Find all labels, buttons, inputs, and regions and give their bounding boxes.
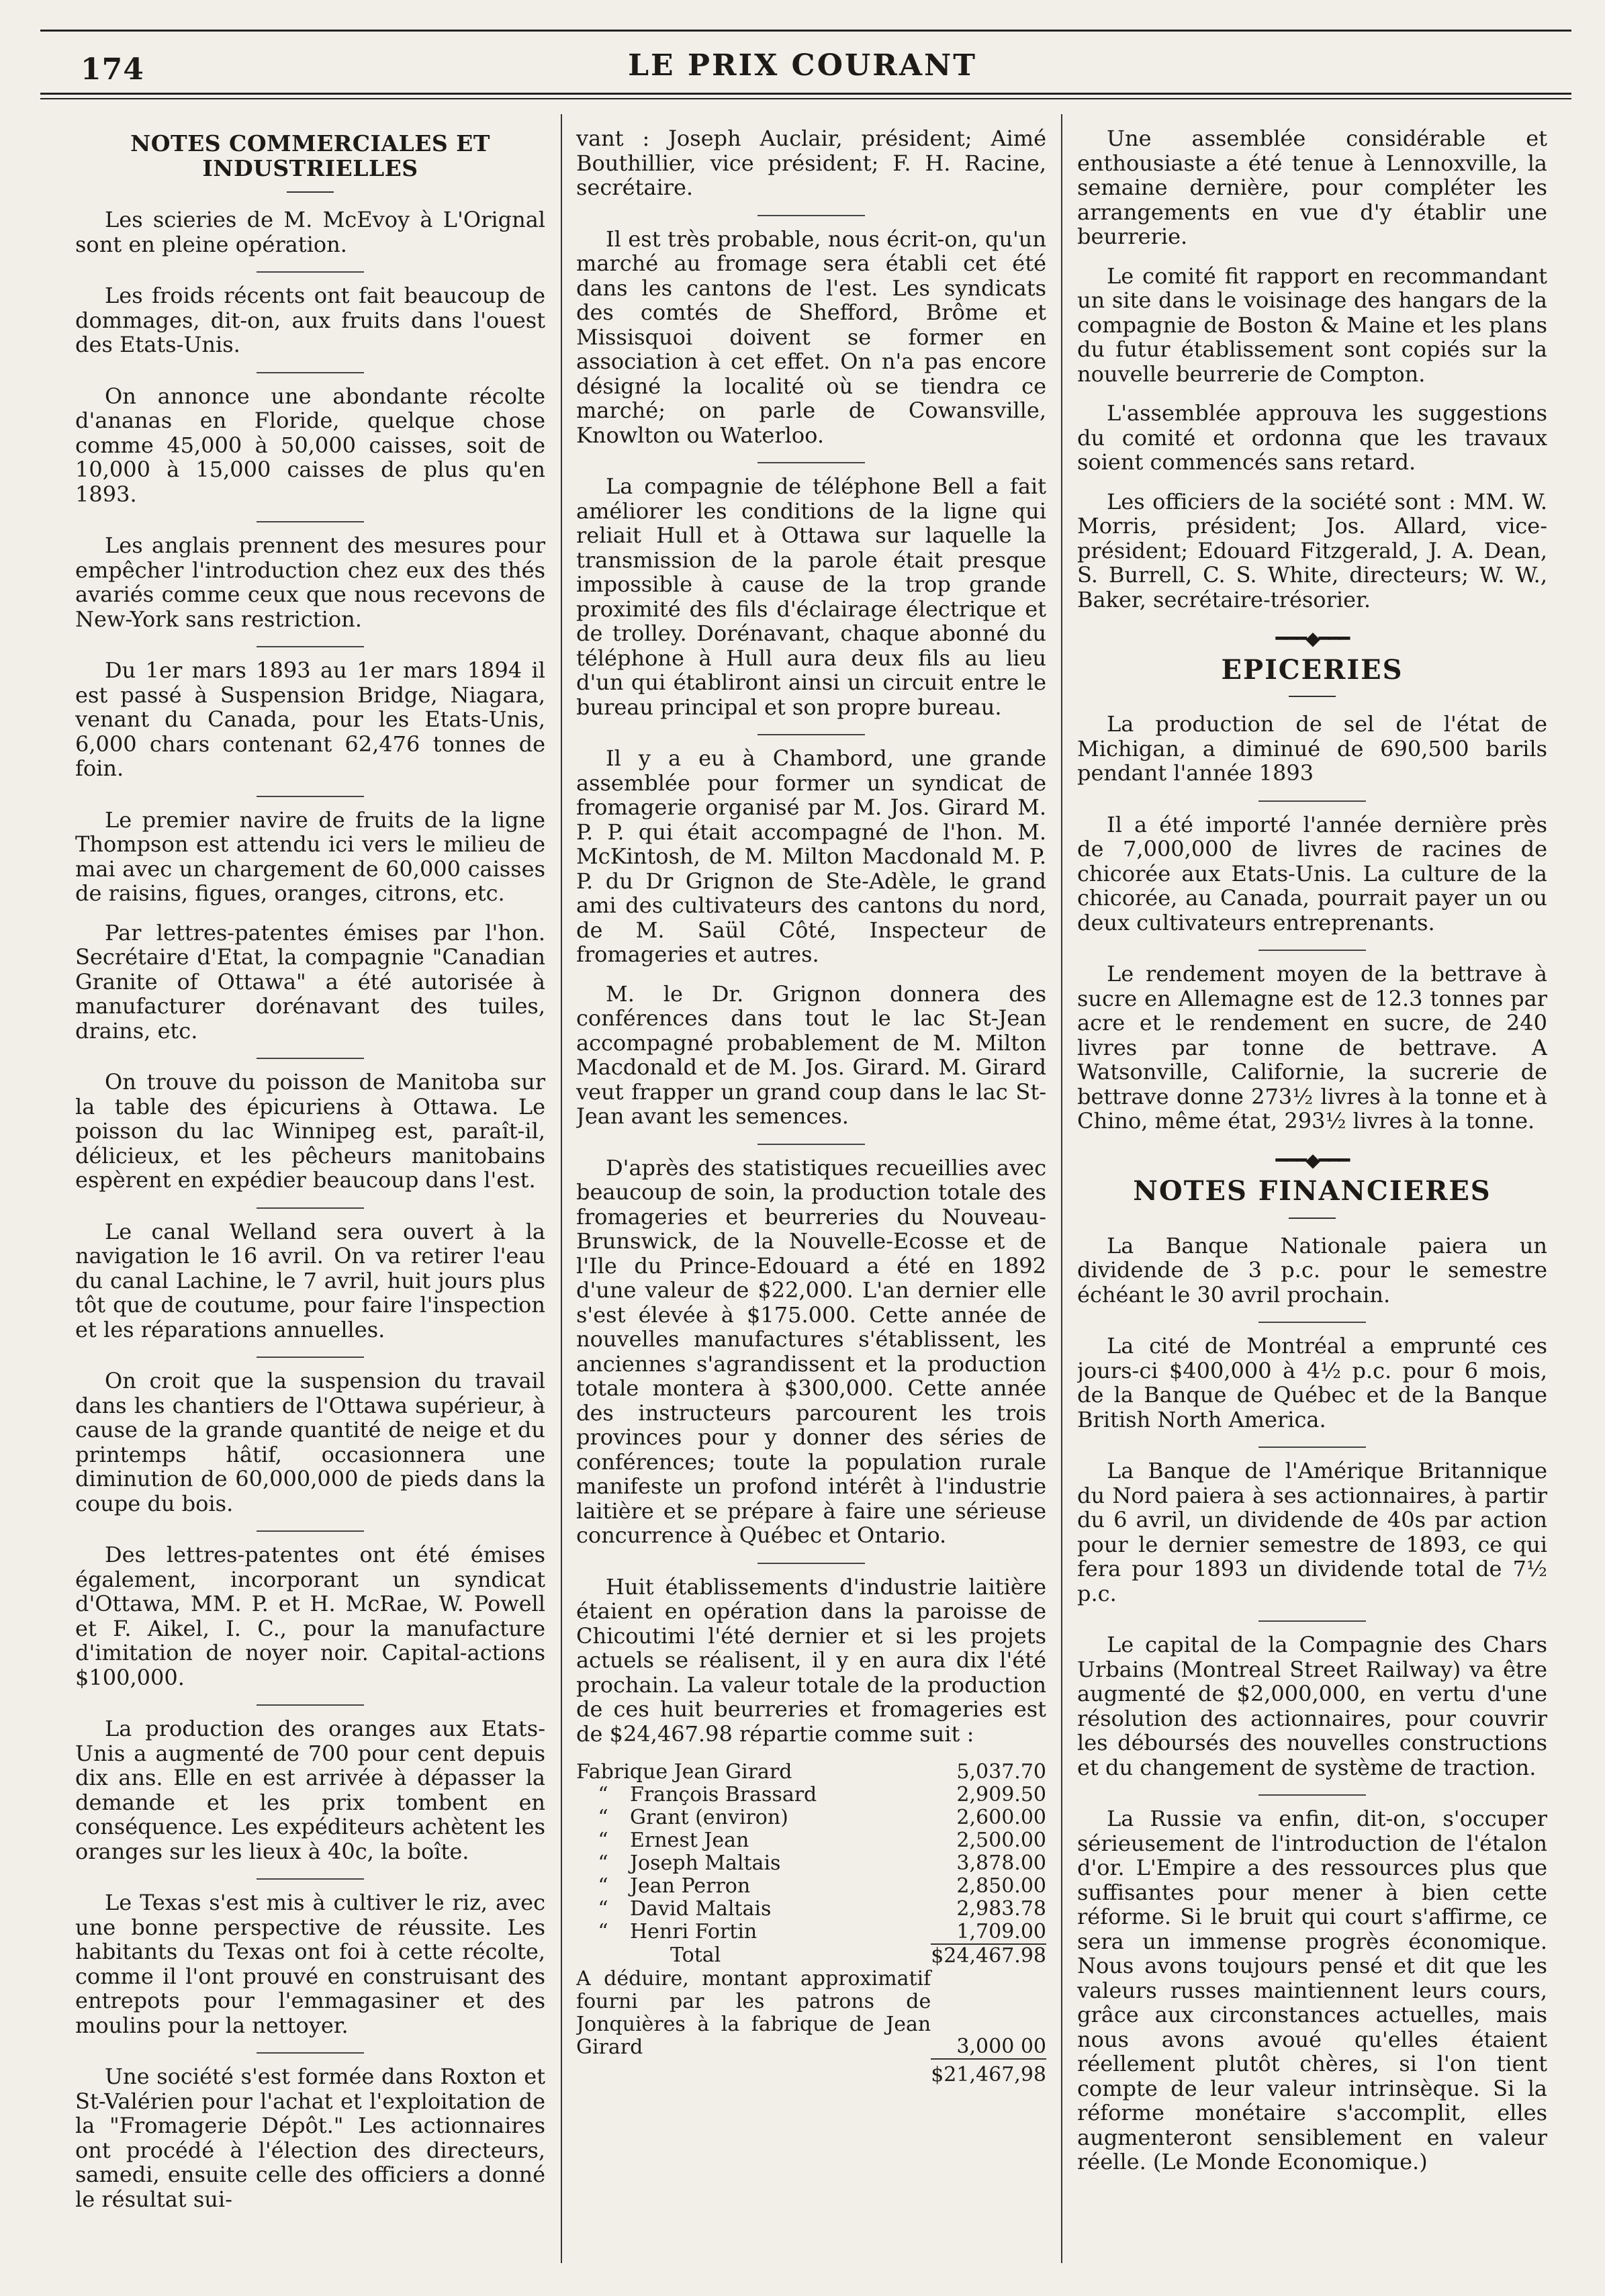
article-paragraph: Le Texas s'est mis à cultiver le riz, avec une bonne perspective de réussite. Les habitants du Texas ont foi à cette récolte, comme il l'ont prouvé en construisant des entrepots pour l'emmagasiner et des moulins pour la nettoyer. bbox=[75, 1890, 545, 2038]
newspaper-title: LE PRIX COURANT bbox=[628, 48, 977, 83]
ditto-mark: “ bbox=[598, 1897, 608, 1921]
article-separator bbox=[257, 1357, 364, 1358]
ledger-amount: 2,600.00 bbox=[956, 1806, 1046, 1829]
article-paragraph: On trouve du poisson de Manitoba sur la table des épicuriens à Ottawa. Le poisson du lac Winnipeg est, paraît-il, délicieux, et les pêcheurs manitobains espèrent en expédier beaucoup dans l'est. bbox=[75, 1069, 545, 1193]
article-paragraph: L'assemblée approuva les suggestions du comité et ordonna que les travaux soient commencés sans retard. bbox=[1077, 400, 1547, 475]
article-separator bbox=[257, 1530, 364, 1532]
article-paragraph: La Banque de l'Amérique Britannique du Nord paiera à ses actionnaires, à partir du 6 avril, un dividende de 40s par action pour le dernier semestre de 1893, ce qui fera pour 1893 un dividende total de 7½ p.c. bbox=[1077, 1458, 1547, 1606]
masthead-rule-2 bbox=[40, 98, 1571, 99]
page-number: 174 bbox=[81, 52, 144, 87]
article-paragraph: On annonce une abondante récolte d'ananas en Floride, quelque chose comme 45,000 à 50,000 caisses, soit de 10,000 à 15,000 caisses de plus qu'en 1893. bbox=[75, 383, 545, 507]
article-separator bbox=[758, 215, 865, 216]
ledger-row bbox=[576, 1806, 1046, 1829]
article-paragraph: Par lettres-patentes émises par l'hon. Secrétaire d'Etat, la compagnie "Canadian Granite of Ottawa" a été autorisée à manufacturer dorénavant des tuiles, drains, etc. bbox=[75, 919, 545, 1044]
article-paragraph: Il a été importé l'année dernière près de 7,000,000 de livres de racines de chicorée aux Etats-Unis. La culture de la chicorée, au Canada, pourrait payer un ou deux cultivateurs entreprenants. bbox=[1077, 811, 1547, 935]
ditto-mark: “ bbox=[598, 1874, 608, 1898]
ledger-amount: 2,850.00 bbox=[956, 1874, 1046, 1898]
ditto-mark: “ bbox=[598, 1829, 608, 1852]
article-paragraph: Il y a eu à Chambord, une grande assemblée pour former un syndicat de fromagerie organisé par M. Jos. Girard M. P. P. qui était accompagné de l'hon. M. McKintosh, de M. Milton Macdonald M. P. P. du Dr Grignon de Ste-Adèle, le grand ami des cultivateurs des cantons du nord, de M. Saül Côté, Inspecteur de fromageries et autres. bbox=[576, 745, 1046, 967]
ledger-amount: 2,909.50 bbox=[956, 1783, 1046, 1806]
ledger-total-label: Total bbox=[670, 1943, 721, 1967]
heading-rule bbox=[1289, 696, 1336, 697]
article-paragraph: Les officiers de la société sont : MM. W. Morris, président; Jos. Allard, vice-président; Edouard Fitzgerald, J. A. Dean, S. Burrell, C. S. White, directeurs; W. W., Baker, secrétaire-trésorier. bbox=[1077, 488, 1547, 612]
masthead-rule-1 bbox=[40, 93, 1571, 95]
ditto-mark: “ bbox=[598, 1851, 608, 1875]
ledger-total-amount: $24,467.98 bbox=[931, 1944, 1046, 1968]
article-paragraph: Huit établissements d'industrie laitière étaient en opération dans la paroisse de Chicoutimi l'été dernier et si les projets actuels se réalisent, il y en aura dix l'été prochain. La valeur totale de la production de ces huit beurreries et fromageries est de $24,467.98 répartie comme suit : bbox=[576, 1573, 1046, 1747]
article-separator bbox=[257, 2052, 364, 2054]
ledger-net-row bbox=[576, 2059, 1046, 2086]
article-separator bbox=[758, 734, 865, 735]
section-heading-epiceries: EPICERIES bbox=[1221, 653, 1404, 686]
article-paragraph: La cité de Montréal a emprunté ces jours-ci $400,000 à 4½ p.c. pour 6 mois, de la Banque de Québec et de la Banque British North America. bbox=[1077, 1333, 1547, 1432]
article-separator bbox=[758, 1563, 865, 1564]
ledger-total-row bbox=[576, 1944, 1046, 1968]
ledger-name: Henri Fortin bbox=[630, 1920, 758, 1943]
ornament-divider: ━━━◆━━━ bbox=[1275, 627, 1349, 649]
article-separator bbox=[257, 372, 364, 373]
article-paragraph: Les froids récents ont fait beaucoup de dommages, dit-on, aux fruits dans l'ouest des Etats-Unis. bbox=[75, 283, 545, 357]
article-paragraph: Le premier navire de fruits de la ligne Thompson est attendu ici vers le milieu de mai avec un chargement de 60,000 caisses de raisins, figues, oranges, citrons, etc. bbox=[75, 807, 545, 906]
ledger-row bbox=[576, 1875, 1046, 1898]
article-separator bbox=[1258, 1322, 1366, 1323]
ledger-deduction-text: A déduire, montant approximatif fourni par les patrons de Jonquières à la fabrique de Jean Girard bbox=[576, 1967, 931, 2059]
article-separator bbox=[1258, 1447, 1366, 1448]
article-paragraph: Du 1er mars 1893 au 1er mars 1894 il est passé à Suspension Bridge, Niagara, venant du Canada, pour les Etats-Unis, 6,000 chars contenant 62,476 tonnes de foin. bbox=[75, 657, 545, 781]
ledger-name: David Maltais bbox=[630, 1897, 772, 1921]
article-paragraph: La production de sel de l'état de Michigan, a diminué de 690,500 barils pendant l'année 1893 bbox=[1077, 711, 1547, 786]
article-separator bbox=[1258, 950, 1366, 951]
ledger-row bbox=[576, 1829, 1046, 1852]
article-separator bbox=[257, 271, 364, 273]
section-heading-notes-commerciales: NOTES COMMERCIALES ET INDUSTRIELLES bbox=[130, 130, 490, 181]
ledger-amount: 1,709.00 bbox=[956, 1920, 1046, 1943]
column-divider-1 bbox=[561, 114, 562, 2263]
article-paragraph: M. le Dr. Grignon donnera des conférences dans tout le lac St-Jean accompagné probablement de M. Milton Macdonald et de M. Jos. Girard. M. Girard veut frapper un grand coup dans le lac St-Jean avant les semences. bbox=[576, 980, 1046, 1129]
article-separator bbox=[1258, 800, 1366, 802]
ledger-name: Grant (environ) bbox=[630, 1806, 788, 1829]
ditto-mark: “ bbox=[598, 1783, 608, 1806]
article-paragraph: La compagnie de téléphone Bell a fait améliorer les conditions de la ligne qui reliait Hull et à Ottawa sur laquelle la transmission de la parole était presque impossible à cause de la trop grande proximité des fils d'éclairage électrique et de trolley. Dorénavant, chaque abonné du téléphone à Hull aura deux fils au lieu d'un qui établiront ainsi un circuit entre le bureau principal et son propre bureau. bbox=[576, 473, 1046, 720]
article-separator bbox=[257, 646, 364, 647]
ledger-name: Fabrique Jean Girard bbox=[576, 1760, 792, 1784]
column-3 bbox=[1077, 126, 1547, 2268]
ornament-divider: ━━━◆━━━ bbox=[1275, 1148, 1349, 1171]
article-separator bbox=[257, 521, 364, 522]
article-paragraph: Le canal Welland sera ouvert à la navigation le 16 avril. On va retirer l'eau du canal Lachine, le 7 avril, huit jours plus tôt que de coutume, pour faire l'inspection et les réparations annuelles. bbox=[75, 1218, 545, 1342]
article-paragraph: Le capital de la Compagnie des Chars Urbains (Montreal Street Railway) va être augmenté de $2,000,000, en vertu d'une résolution des actionnaires, pour couvrir les déboursés des nouvelles constructions et du changement de système de traction. bbox=[1077, 1632, 1547, 1780]
article-paragraph: Les scieries de M. McEvoy à L'Orignal sont en pleine opération. bbox=[75, 207, 545, 257]
ledger-row bbox=[576, 1784, 1046, 1806]
article-separator bbox=[257, 1878, 364, 1880]
ledger-deduction-amount: 3,000 00 bbox=[956, 2035, 1046, 2058]
ledger-net-amount: $21,467,98 bbox=[931, 2059, 1046, 2086]
ledger-row bbox=[576, 1761, 1046, 1784]
article-paragraph: La Banque Nationale paiera un dividende de 3 p.c. pour le semestre échéant le 30 avril prochain. bbox=[1077, 1232, 1547, 1307]
ditto-mark: “ bbox=[598, 1806, 608, 1829]
article-paragraph: Le comité fit rapport en recommandant un site dans le voisinage des hangars de la compagnie de Boston & Maine et les plans du futur établissement sont copiés sur la nouvelle beurrerie de Compton. bbox=[1077, 263, 1547, 387]
ledger-name: Ernest Jean bbox=[630, 1829, 749, 1852]
article-paragraph: Il est très probable, nous écrit-on, qu'un marché au fromage sera établi cet été dans les cantons de l'est. Les syndicats des comtés de Shefford, Brôme et Missisquoi doivent se former en association à cet effet. On n'a pas encore désigné la localité où se tiendra ce marché; on parle de Cowansville, Knowlton ou Waterloo. bbox=[576, 226, 1046, 448]
top-rule bbox=[40, 30, 1571, 32]
ledger-row bbox=[576, 1921, 1046, 1944]
column-2 bbox=[576, 126, 1046, 2268]
ledger-name: François Brassard bbox=[630, 1783, 817, 1806]
ledger-row bbox=[576, 1898, 1046, 1921]
article-separator bbox=[257, 1058, 364, 1059]
ditto-mark: “ bbox=[598, 1920, 608, 1943]
ledger-amount: 5,037.70 bbox=[956, 1760, 1046, 1784]
ledger-deduction-row bbox=[576, 1968, 1046, 2059]
ledger-name: Joseph Maltais bbox=[630, 1851, 781, 1875]
article-paragraph: D'après des statistiques recueillies avec beaucoup de soin, la production totale des fromageries et beurreries du Nouveau-Brunswick, de la Nouvelle-Ecosse et de l'Ile du Prince-Edouard a été en 1892 d'une valeur de $22,000. L'an dernier elle s'est élevée à $175.000. Cette année de nouvelles manufactures s'établissent, les anciennes s'agrandissent et la production totale montera à $300,000. Cette année des instructeurs parcourent les trois provinces pour y donner des séries de conférences; toute la population rurale manifeste un profond intérêt à l'industrie laitière et se prépare à faire une sérieuse concurrence à Québec et Ontario. bbox=[576, 1154, 1046, 1548]
article-paragraph: Les anglais prennent des mesures pour empêcher l'introduction chez eux des thés avariés comme ceux que nous recevons de New-York sans restriction. bbox=[75, 533, 545, 632]
article-paragraph: Une société s'est formée dans Roxton et St-Valérien pour l'achat et l'exploitation de la "Fromagerie Dépôt." Les actionnaires ont procédé à l'élection des directeurs, samedi, ensuite celle des officiers a donné le résultat sui- bbox=[75, 2064, 545, 2212]
ledger-row bbox=[576, 1852, 1046, 1875]
article-paragraph: La Russie va enfin, dit-on, s'occuper sérieusement de l'introduction de l'étalon d'or. L'Empire a des ressources plus que suffisantes pour mener à bien cette réforme. Si le bruit qui court s'affirme, ce sera un immense progrès économique. Nous avons toujours pensé et dit que les valeurs russes maintiennent leurs cours, grâce aux circonstances actuelles, mais nous avons avoué qu'elles étaient réellement plutôt chères, si l'on tient compte de leur valeur intrinsèque. Si la réforme monétaire s'accomplit, elles augmenteront sensiblement en valeur réelle. (Le Monde Economique.) bbox=[1077, 1806, 1547, 2174]
article-paragraph: Des lettres-patentes ont été émises également, incorporant un syndicat d'Ottawa, MM. P. et H. McRae, W. Powell et F. Aikel, I. C., pour la manufacture d'imitation de noyer noir. Capital-actions $100,000. bbox=[75, 1542, 545, 1690]
ledger-amount: 3,878.00 bbox=[956, 1851, 1046, 1875]
heading-rule bbox=[287, 191, 334, 193]
heading-rule bbox=[1289, 1218, 1336, 1219]
section-heading-notes-financieres: NOTES FINANCIERES bbox=[1133, 1175, 1492, 1207]
article-separator bbox=[257, 796, 364, 797]
ledger-amount: 2,983.78 bbox=[956, 1897, 1046, 1921]
ledger-name: Jean Perron bbox=[630, 1874, 751, 1898]
article-paragraph: La production des oranges aux Etats-Unis a augmenté de 700 pour cent depuis dix ans. Elle en est arrivée à dépasser la demande et les prix tombent en conséquence. Les expéditeurs achètent les oranges sur les lieux à 40c, la boîte. bbox=[75, 1716, 545, 1864]
article-separator bbox=[257, 1207, 364, 1209]
article-separator bbox=[758, 1144, 865, 1145]
article-paragraph: On croit que la suspension du travail dans les chantiers de l'Ottawa supérieur, à cause de la grande quantité de neige et du printemps hâtif, occasionnera une diminution de 60,000,000 de pieds dans la coupe du bois. bbox=[75, 1368, 545, 1516]
article-separator bbox=[1258, 1794, 1366, 1796]
article-separator bbox=[1258, 1620, 1366, 1622]
article-separator bbox=[758, 462, 865, 463]
ledger-amount: 2,500.00 bbox=[956, 1829, 1046, 1852]
column-1 bbox=[75, 126, 545, 2268]
article-paragraph: Une assemblée considérable et enthousiaste a été tenue à Lennoxville, la semaine dernière, pour compléter les arrangements en vue d'y établir une beurrerie. bbox=[1077, 126, 1547, 249]
article-paragraph: Le rendement moyen de la bettrave à sucre en Allemagne est de 12.3 tonnes par acre et le rendement en sucre, de 240 livres par tonne de bettrave. A Watsonville, Californie, la sucrerie de bettrave donne 273½ livres à la tonne et à Chino, même état, 293½ livres à la tonne. bbox=[1077, 961, 1547, 1134]
article-paragraph: vant : Joseph Auclair, président; Aimé Bouthillier, vice président; F. H. Racine, secrétaire. bbox=[576, 126, 1046, 200]
column-divider-2 bbox=[1061, 114, 1062, 2263]
article-separator bbox=[257, 1704, 364, 1706]
production-ledger bbox=[576, 1761, 1046, 2086]
